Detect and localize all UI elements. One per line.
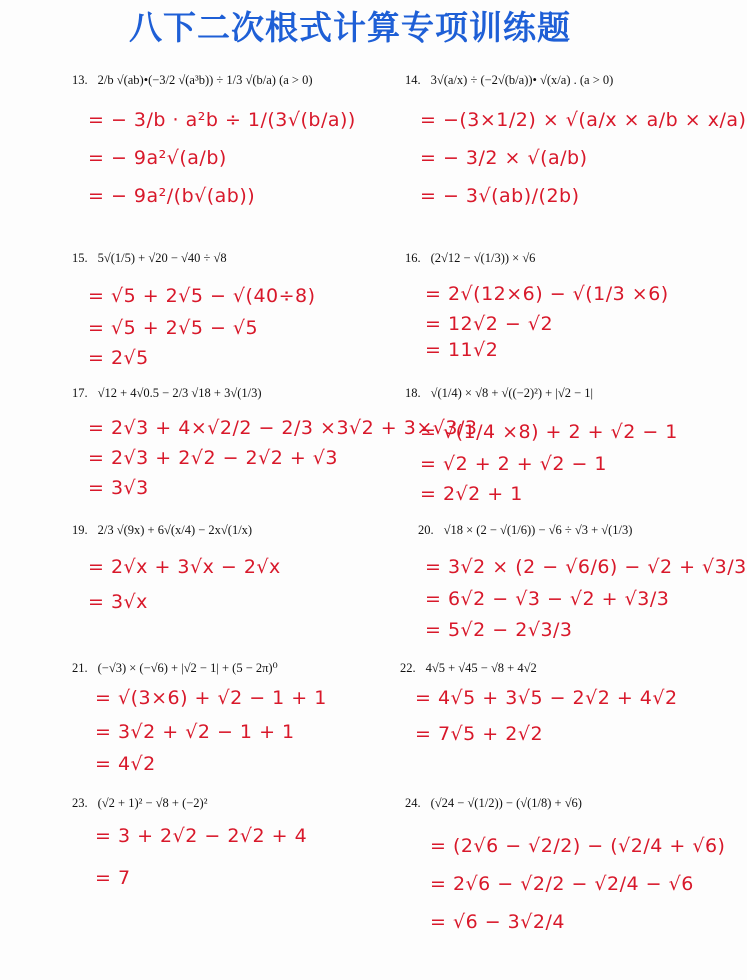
problem-17-step-1: = 2√3 + 4×√2/2 − 2/3 ×3√2 + 3×√3/3 bbox=[88, 417, 478, 439]
problem-13-step-3: = − 9a²/(b√(ab)) bbox=[88, 185, 256, 207]
problem-22-number: 22. bbox=[400, 661, 416, 675]
problem-19-number: 19. bbox=[72, 523, 88, 537]
problem-21-number: 21. bbox=[72, 661, 88, 675]
problem-22-step-2: = 7√5 + 2√2 bbox=[415, 723, 544, 745]
problem-22-expression: 4√5 + √45 − √8 + 4√2 bbox=[425, 661, 537, 675]
problem-19-expression: 2/3 √(9x) + 6√(x/4) − 2x√(1/x) bbox=[97, 523, 253, 537]
problem-14-question bbox=[405, 72, 613, 88]
problem-18-step-1: = √(1/4 ×8) + 2 + √2 − 1 bbox=[420, 421, 678, 443]
problem-17-question bbox=[72, 385, 262, 401]
problem-23-number: 23. bbox=[72, 796, 88, 810]
problem-22-question bbox=[400, 660, 537, 676]
problem-24-number: 24. bbox=[405, 796, 421, 810]
problem-24-step-3: = √6 − 3√2/4 bbox=[430, 911, 565, 933]
problem-18-expression: √(1/4) × √8 + √((−2)²) + |√2 − 1| bbox=[430, 386, 594, 400]
page-title: 八下二次根式计算专项训练题 bbox=[129, 8, 571, 47]
problem-21-step-3: = 4√2 bbox=[95, 753, 156, 775]
problem-21-question bbox=[72, 660, 278, 676]
problem-24-expression: (√24 − √(1/2)) − (√(1/8) + √6) bbox=[430, 796, 582, 810]
problem-21-expression: (−√3) × (−√6) + |√2 − 1| + (5 − 2π)⁰ bbox=[97, 661, 278, 675]
problem-15-number: 15. bbox=[72, 251, 88, 265]
problem-16-step-2: = 12√2 − √2 bbox=[425, 313, 554, 335]
problem-16-step-1: = 2√(12×6) − √(1/3 ×6) bbox=[425, 283, 669, 305]
problem-17-step-3: = 3√3 bbox=[88, 477, 149, 499]
problem-16-expression: (2√12 − √(1/3)) × √6 bbox=[430, 251, 536, 265]
problem-23-step-2: = 7 bbox=[95, 867, 131, 889]
problem-15-step-1: = √5 + 2√5 − √(40÷8) bbox=[88, 285, 316, 307]
problem-23-step-1: = 3 + 2√2 − 2√2 + 4 bbox=[95, 825, 308, 847]
problem-15-expression: 5√(1/5) + √20 − √40 ÷ √8 bbox=[97, 251, 227, 265]
problem-22-step-1: = 4√5 + 3√5 − 2√2 + 4√2 bbox=[415, 687, 678, 709]
problem-18-step-3: = 2√2 + 1 bbox=[420, 483, 523, 505]
problem-15-step-3: = 2√5 bbox=[88, 347, 149, 369]
problem-14-expression: 3√(a/x) ÷ (−2√(b/a))• √(x/a) . (a > 0) bbox=[430, 73, 614, 87]
problem-16-number: 16. bbox=[405, 251, 421, 265]
problem-20-step-3: = 5√2 − 2√3/3 bbox=[425, 619, 573, 641]
problem-20-step-1: = 3√2 × (2 − √6/6) − √2 + √3/3 bbox=[425, 556, 747, 578]
problem-23-expression: (√2 + 1)² − √8 + (−2)² bbox=[97, 796, 208, 810]
problem-13-number: 13. bbox=[72, 73, 88, 87]
problem-13-expression: 2/b √(ab)•(−3/2 √(a³b)) ÷ 1/3 √(b/a) (a > 0) bbox=[97, 73, 313, 87]
problem-19-question bbox=[72, 522, 252, 538]
problem-18-question bbox=[405, 385, 593, 401]
problem-17-number: 17. bbox=[72, 386, 88, 400]
problem-19-step-1: = 2√x + 3√x − 2√x bbox=[88, 556, 281, 578]
problem-21-step-2: = 3√2 + √2 − 1 + 1 bbox=[95, 721, 295, 743]
problem-13-step-2: = − 9a²√(a/b) bbox=[88, 147, 227, 169]
problem-14-step-3: = − 3√(ab)/(2b) bbox=[420, 185, 580, 207]
problem-14-step-1: = −(3×1/2) × √(a/x × a/b × x/a) bbox=[420, 109, 747, 131]
problem-15-step-2: = √5 + 2√5 − √5 bbox=[88, 317, 259, 339]
problem-21-step-1: = √(3×6) + √2 − 1 + 1 bbox=[95, 687, 327, 709]
problem-16-question bbox=[405, 250, 535, 266]
problem-24-step-2: = 2√6 − √2/2 − √2/4 − √6 bbox=[430, 873, 694, 895]
problem-24-step-1: = (2√6 − √2/2) − (√2/4 + √6) bbox=[430, 835, 726, 857]
problem-20-number: 20. bbox=[418, 523, 434, 537]
problem-13-step-1: = − 3/b · a²b ÷ 1/(3√(b/a)) bbox=[88, 109, 356, 131]
problem-23-question bbox=[72, 795, 207, 811]
problem-20-question bbox=[418, 522, 632, 538]
problem-19-step-2: = 3√x bbox=[88, 591, 148, 613]
problem-18-number: 18. bbox=[405, 386, 421, 400]
problem-18-step-2: = √2 + 2 + √2 − 1 bbox=[420, 453, 608, 475]
problem-14-number: 14. bbox=[405, 73, 421, 87]
problem-14-step-2: = − 3/2 × √(a/b) bbox=[420, 147, 588, 169]
problem-16-step-3: = 11√2 bbox=[425, 339, 499, 361]
problem-20-step-2: = 6√2 − √3 − √2 + √3/3 bbox=[425, 588, 670, 610]
problem-17-expression: √12 + 4√0.5 − 2/3 √18 + 3√(1/3) bbox=[97, 386, 262, 400]
problem-24-question bbox=[405, 795, 582, 811]
problem-20-expression: √18 × (2 − √(1/6)) − √6 ÷ √3 + √(1/3) bbox=[443, 523, 633, 537]
problem-13-question bbox=[72, 72, 313, 88]
problem-17-step-2: = 2√3 + 2√2 − 2√2 + √3 bbox=[88, 447, 339, 469]
problem-15-question bbox=[72, 250, 227, 266]
